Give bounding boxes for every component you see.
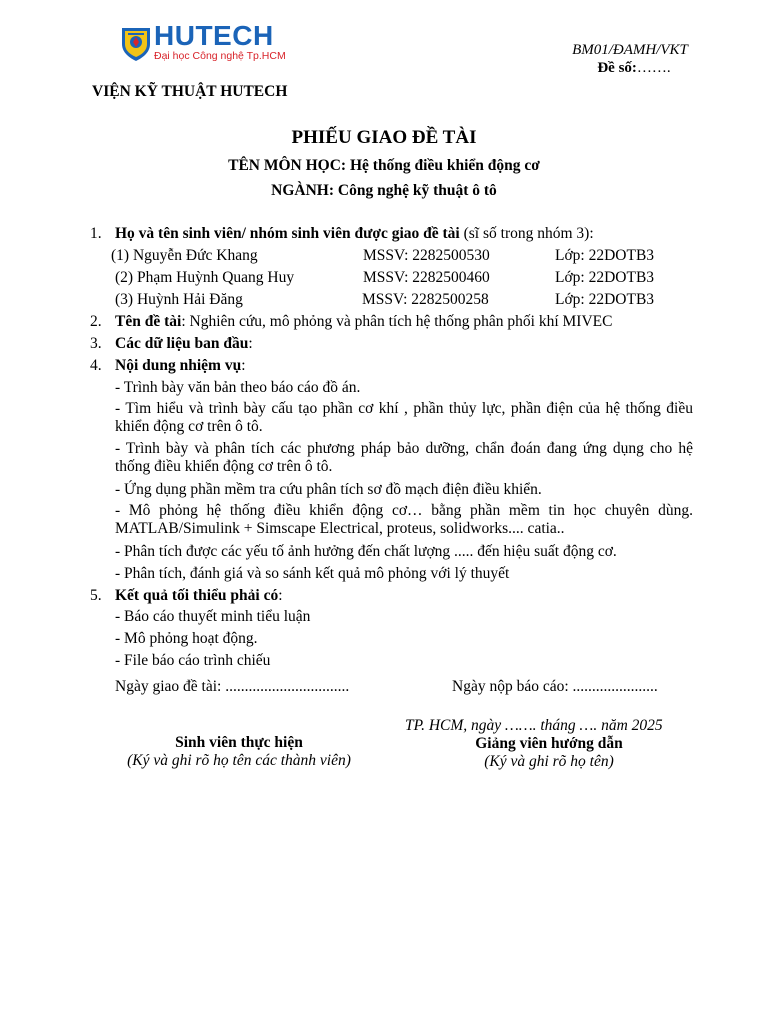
section-1-label: Họ và tên sinh viên/ nhóm sinh viên được giao đề tài (115, 225, 460, 242)
place-date: TP. HCM, ngày ……. tháng …. năm 2025 (405, 717, 663, 734)
student-mssv: MSSV: 2282500258 (362, 291, 489, 308)
student-name: (2) Phạm Huỳnh Quang Huy (115, 269, 295, 286)
task-item: - Phân tích được các yếu tố ảnh hưởng đến chất lượng ..... đến hiệu suất động cơ. (115, 543, 617, 560)
major-value: Công nghệ kỹ thuật ô tô (337, 182, 497, 199)
lecturer-signature-note: (Ký và ghi rõ họ tên) (484, 753, 614, 770)
section-3-number: 3. (90, 335, 102, 352)
hutech-logo (120, 20, 286, 66)
student-name: (3) Huỳnh Hải Đăng (115, 291, 243, 308)
document-code: BM01/ĐAMH/VKT (572, 42, 688, 58)
student-name: (1) Nguyễn Đức Khang (111, 247, 258, 264)
section-5-label: Kết quả tối thiểu phải có (115, 587, 279, 604)
section-3-suffix: : (248, 335, 253, 352)
section-2-number: 2. (90, 313, 102, 330)
lecturer-signature-title: Giảng viên hướng dẫn (475, 735, 623, 752)
assign-date: Ngày giao đề tài: ................................ (115, 678, 350, 695)
exam-number-label: Đề số: (597, 60, 637, 76)
student-class: Lớp: 22DOTB3 (555, 247, 655, 264)
section-3-heading (115, 334, 253, 353)
logo-subtitle: Đại học Công nghệ Tp.HCM (154, 50, 286, 62)
major-line (0, 181, 768, 200)
submit-date: Ngày nộp báo cáo: ...................... (452, 678, 658, 695)
subject-line (0, 156, 768, 175)
section-1-heading (115, 224, 594, 243)
section-1-note: (sĩ số trong nhóm 3): (459, 225, 594, 242)
section-4-number: 4. (90, 357, 102, 374)
task-item: - Trình bày và phân tích các phương pháp bảo dưỡng, chẩn đoán đang ứng dụng cho hệ thống điều khiển động cơ trên ô tô. (115, 440, 693, 475)
section-3-label: Các dữ liệu ban đầu (115, 335, 249, 352)
logo-wordmark: HUTECH (154, 20, 274, 51)
task-item: - Ứng dụng phần mềm tra cứu phân tích sơ đồ mạch điện điều khiển. (115, 481, 542, 498)
subject-label: TÊN MÔN HỌC: (228, 157, 350, 174)
task-item: - Trình bày văn bản theo báo cáo đồ án. (115, 379, 361, 396)
result-item: - Mô phỏng hoạt động. (115, 630, 258, 647)
hutech-shield-icon (120, 26, 152, 62)
exam-number-value: ……. (636, 60, 671, 76)
section-2-label: Tên đề tài (115, 313, 182, 330)
student-class: Lớp: 22DOTB3 (555, 291, 655, 308)
section-4-heading (115, 356, 246, 375)
task-item: - Tìm hiểu và trình bày cấu tạo phần cơ khí , phần thủy lực, phần điện của hệ thống điều khiển động cơ trên ô tô. (115, 400, 693, 435)
section-4-suffix: : (241, 357, 246, 374)
document-title: PHIẾU GIAO ĐỀ TÀI (291, 127, 477, 148)
student-mssv: MSSV: 2282500530 (363, 247, 490, 264)
major-label: NGÀNH: (271, 182, 338, 199)
section-2-value: : Nghiên cứu, mô phỏng và phân tích hệ thống phân phối khí MIVEC (181, 313, 613, 330)
section-4-label: Nội dung nhiệm vụ (115, 357, 242, 374)
exam-number (540, 59, 728, 78)
section-5-heading (115, 586, 283, 605)
result-item: - File báo cáo trình chiếu (115, 652, 271, 669)
section-2-heading (115, 312, 612, 331)
student-signature-title: Sinh viên thực hiện (175, 734, 303, 751)
task-item: - Mô phỏng hệ thống điều khiển động cơ… bằng phần mềm tin học chuyên dùng. MATLAB/Simulink + Simscape Electrical, proteus, solidworks.... catia.. (115, 502, 693, 537)
student-class: Lớp: 22DOTB3 (555, 269, 655, 286)
student-mssv: MSSV: 2282500460 (363, 269, 490, 286)
section-5-suffix: : (278, 587, 283, 604)
institute-name: VIỆN KỸ THUẬT HUTECH (92, 83, 288, 100)
subject-value: Hệ thống điều khiển động cơ (349, 157, 540, 174)
section-5-number: 5. (90, 587, 102, 604)
result-item: - Báo cáo thuyết minh tiểu luận (115, 608, 311, 625)
student-signature-note: (Ký và ghi rõ họ tên các thành viên) (127, 752, 351, 769)
task-item: - Phân tích, đánh giá và so sánh kết quả mô phỏng với lý thuyết (115, 565, 510, 582)
section-1-number: 1. (90, 225, 102, 242)
